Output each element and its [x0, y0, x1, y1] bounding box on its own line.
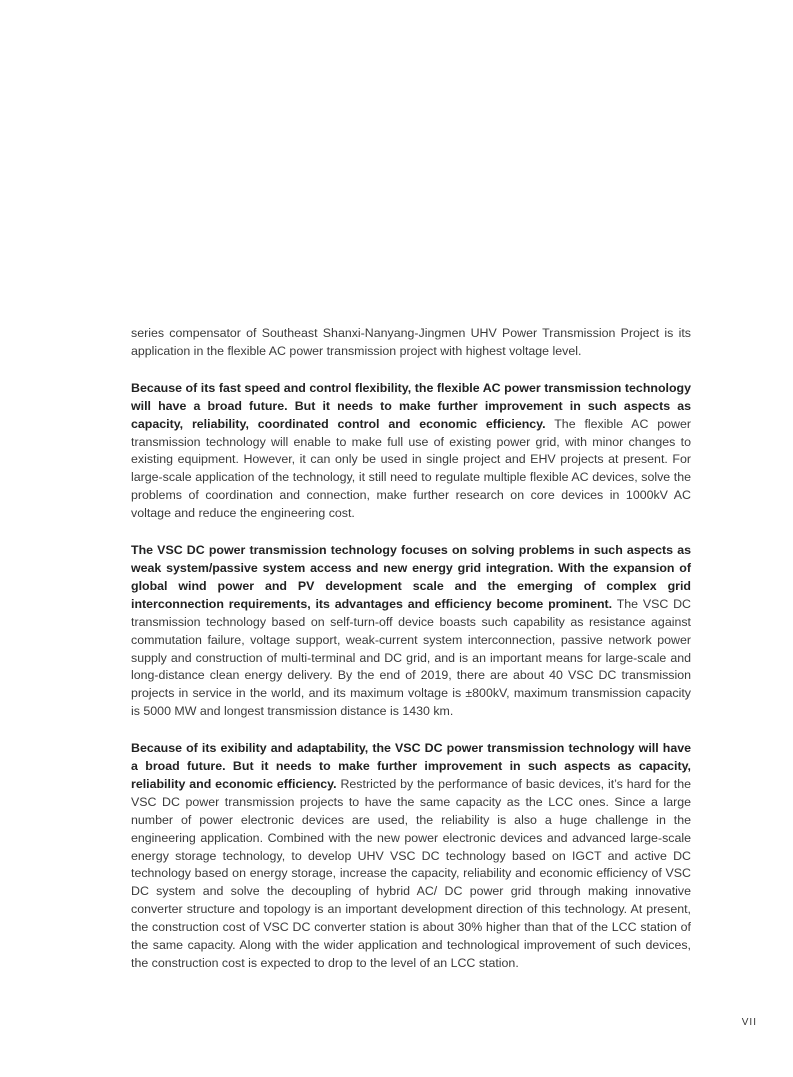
body-text — [131, 325, 691, 992]
paragraph-1 — [131, 325, 691, 361]
paragraph-2-text: The flexible AC power transmission technology will enable to make full use of existing power grid, with minor changes to existing equipment. However, it can only be used in single project and EHV projects at present. For large-scale application of the technology, it still need to regulate multiple flexible AC devices, solve the problems of coordination and connection, make further research on core devices in 1000kV AC voltage and reduce the engineering cost. — [131, 416, 691, 521]
paragraph-4-text: Restricted by the performance of basic devices, it’s hard for the VSC DC power transmission projects to have the same capacity as the LCC ones. Since a large number of power electronic devices are used, the reliability is also a huge challenge in the engineering application. Combined with the new power electronic devices and advanced large-scale energy storage technology, to develop UHV VSC DC technology based on IGCT and active DC technology based on energy storage, increase the capacity, reliability and economic efficiency of VSC DC system and solve the decoupling of hybrid AC/ DC power grid through making innovative converter structure and topology is an important development direction of this technology. At present, the construction cost of VSC DC converter station is about 30% higher than that of the LCC station of the same capacity. Along with the wider application and technological improvement of such devices, the construction cost is expected to drop to the level of an LCC station. — [131, 776, 691, 970]
paragraph-3 — [131, 542, 691, 721]
paragraph-3-lead: The VSC DC power transmission technology focuses on solving problems in such aspects as weak system/passive system access and new energy grid integration. With the expansion of global wind power and PV development scale and the emerging of complex grid interconnection requirements, its advantages and efficiency become prominent. — [131, 543, 691, 611]
paragraph-2-lead: Because of its fast speed and control flexibility, the flexible AC power transmission technology will have a broad future. But it needs to make further improvement in such aspects as capacity, reliability, coordinated control and economic efficiency. — [131, 380, 691, 431]
page-number: VII — [741, 1017, 757, 1028]
paragraph-2 — [131, 380, 691, 523]
paragraph-3-text: The VSC DC transmission technology based on self-turn-off device boasts such capability as resistance against commutation failure, voltage support, weak-current system interconnection, passive network power supply and construction of multi-terminal and DC grid, and is an important means for large-scale and long-distance clean energy delivery. By the end of 2019, there are about 40 VSC DC transmission projects in service in the world, and its maximum voltage is ±800kV, maximum transmission capacity is 5000 MW and longest transmission distance is 1430 km. — [131, 596, 692, 719]
paragraph-1-text: series compensator of Southeast Shanxi-Nanyang-Jingmen UHV Power Transmission Project is its application in the flexible AC power transmission project with highest voltage level. — [131, 326, 691, 358]
paragraph-4 — [131, 740, 691, 973]
paragraph-4-lead: Because of its exibility and adaptability, the VSC DC power transmission technology will have a broad future. But it needs to make further improvement in such aspects as capacity, reliability and economic efficiency. — [131, 741, 691, 791]
